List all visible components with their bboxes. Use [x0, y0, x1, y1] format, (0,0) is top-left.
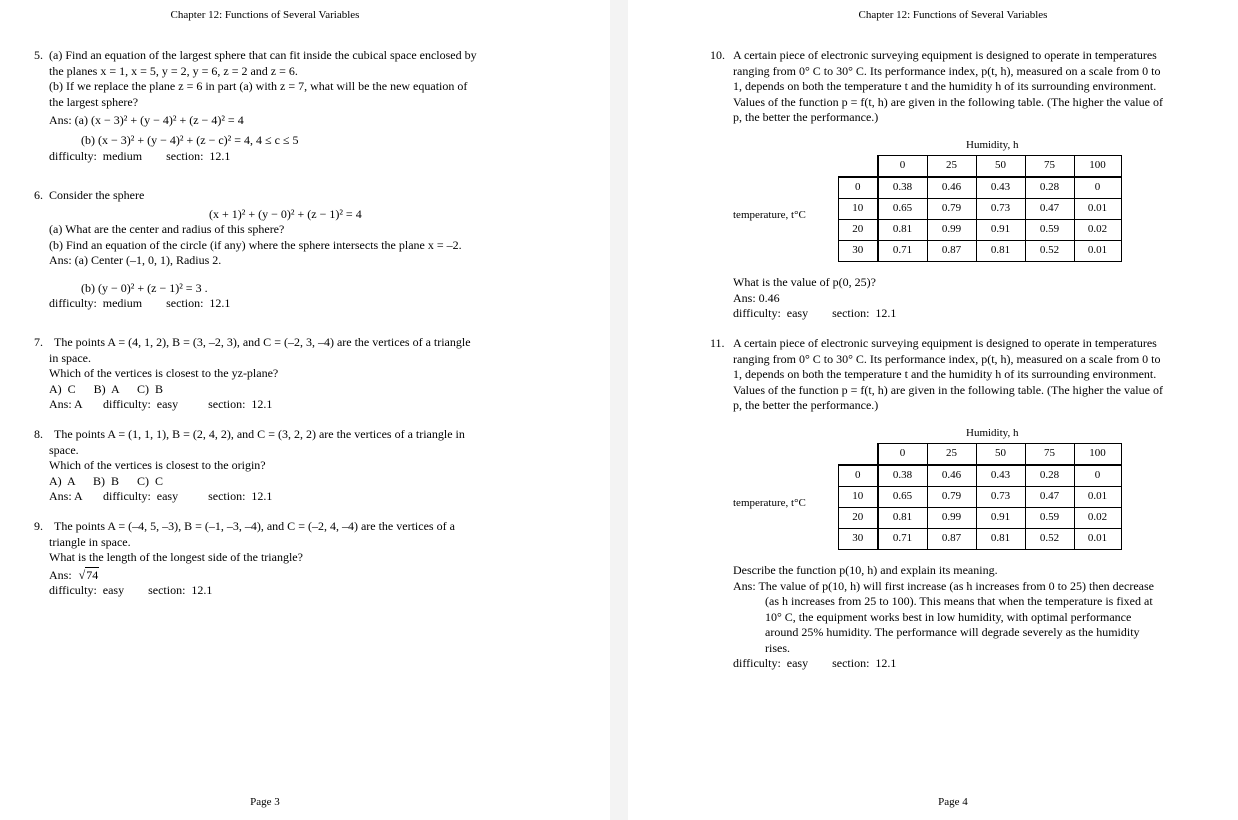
table-cell: 0.73 [976, 487, 1025, 508]
question-10 [710, 48, 1210, 126]
humidity-header-cell: 75 [1025, 444, 1074, 466]
answer-text: Ans: The value of p(10, h) will first increase (as h increases from 0 to 25) then decrease [733, 578, 1154, 593]
question-text: Values of the function p = f(t, h) are given in the following table. (The higher the value of [733, 382, 1163, 397]
difficulty-section: difficulty: medium section: 12.1 [49, 149, 231, 163]
humidity-header-cell: 100 [1074, 156, 1121, 178]
question-text: The points A = (–4, 5, –3), B = (–1, –3, –4), and C = (–2, 4, –4) are the vertices of a [54, 519, 455, 533]
table-cell: 0.28 [1025, 177, 1074, 199]
table-cell: 0.02 [1074, 508, 1121, 529]
humidity-header-cell: 0 [878, 156, 928, 178]
question-8 [34, 427, 534, 505]
answer-text: (b) (x − 3)² + (y − 4)² + (z − c)² = 4, 4 ≤ c ≤ 5 [81, 132, 299, 147]
question-6 [34, 188, 534, 312]
difficulty-section: difficulty: easy section: 12.1 [733, 656, 897, 670]
question-number: 8. [34, 427, 43, 441]
table-cell: 0 [1074, 177, 1121, 199]
table-cell: 0.99 [927, 220, 976, 241]
equation: (x + 1)² + (y − 0)² + (z − 1)² = 4 [209, 206, 362, 221]
temperature-header-cell: 30 [839, 529, 878, 550]
table-cell: 0.59 [1025, 508, 1074, 529]
question-11-followup [733, 563, 1223, 672]
table-cell: 0 [1074, 465, 1121, 487]
question-text: (b) Find an equation of the circle (if any) where the sphere intersects the plane x = –2. [49, 237, 462, 252]
table-cell: 0.28 [1025, 465, 1074, 487]
table-cell: 0.71 [878, 529, 928, 550]
question-10-followup [733, 275, 1233, 322]
table-cell: 0.47 [1025, 199, 1074, 220]
table-cell: 0.01 [1074, 241, 1121, 262]
answer-text: 10° C, the equipment works best in low humidity, with optimal performance [765, 609, 1132, 624]
question-number: 7. [34, 335, 43, 349]
data-table [838, 155, 1122, 262]
question-9 [34, 519, 534, 599]
table-row [839, 508, 1122, 529]
temperature-header-cell: 10 [839, 199, 878, 220]
table-cell: 0.01 [1074, 529, 1121, 550]
humidity-label: Humidity, h [966, 427, 1019, 439]
question-text: The points A = (4, 1, 2), B = (3, –2, 3), and C = (–2, 3, –4) are the vertices of a triangle [54, 335, 471, 349]
answer-text: Ans: (a) Center (–1, 0, 1), Radius 2. [49, 253, 222, 267]
table-cell: 0.71 [878, 241, 928, 262]
answer-choices: A) A B) B C) C [49, 473, 164, 488]
temperature-header-cell: 0 [839, 465, 878, 487]
question-text: Values of the function p = f(t, h) are given in the following table. (The higher the value of [733, 94, 1163, 109]
answer-text: (b) (y − 0)² + (z − 1)² = 3 . [81, 280, 208, 295]
question-7 [34, 335, 534, 413]
table-cell: 0.99 [927, 508, 976, 529]
question-text: ranging from 0° C to 30° C. Its performance index, p(t, h), measured on a scale from 0 to [733, 351, 1161, 366]
question-text: in space. [49, 350, 91, 365]
answer-value: 74 [86, 567, 99, 582]
answer-text: Ans: (a) (x − 3)² + (y − 4)² + (z − 4)² = 4 [49, 113, 244, 127]
table-corner [839, 156, 878, 178]
question-text: What is the value of p(0, 25)? [733, 275, 876, 289]
table-cell: 0.46 [927, 465, 976, 487]
question-text: the largest sphere? [49, 94, 139, 109]
table-cell: 0.87 [927, 529, 976, 550]
table-row [839, 241, 1122, 262]
table-cell: 0.52 [1025, 241, 1074, 262]
difficulty-section: difficulty: easy section: 12.1 [733, 306, 897, 320]
humidity-header-cell: 75 [1025, 156, 1074, 178]
answer-text: Ans: 0.46 [733, 290, 780, 305]
question-text: Which of the vertices is closest to the origin? [49, 458, 266, 472]
table-row [839, 220, 1122, 241]
answer-label: Ans: [49, 567, 72, 582]
table-cell: 0.91 [976, 508, 1025, 529]
humidity-header-cell: 100 [1074, 444, 1121, 466]
temperature-header-cell: 20 [839, 508, 878, 529]
difficulty-section: Ans: A difficulty: easy section: 12.1 [49, 397, 273, 411]
question-text: p, the better the performance.) [733, 110, 879, 124]
answer-line [49, 568, 534, 584]
sqrt-symbol: √ [78, 567, 86, 582]
humidity-header-cell: 25 [927, 156, 976, 178]
question-number: 11. [710, 336, 725, 350]
table-cell: 0.59 [1025, 220, 1074, 241]
table-cell: 0.73 [976, 199, 1025, 220]
table-cell: 0.65 [878, 199, 928, 220]
question-text: 1, depends on both the temperature t and the humidity h of its surrounding environment. [733, 367, 1157, 381]
humidity-header-cell: 0 [878, 444, 928, 466]
question-11 [710, 336, 1210, 414]
table-row [839, 487, 1122, 508]
answer-text: around 25% humidity. The performance will degrade severely as the humidity [765, 625, 1140, 639]
table-cell: 0.91 [976, 220, 1025, 241]
temperature-header-cell: 10 [839, 487, 878, 508]
table-cell: 0.81 [878, 220, 928, 241]
question-5 [34, 48, 534, 165]
table-row [839, 529, 1122, 550]
question-text: A certain piece of electronic surveying equipment is designed to operate in temperatures [733, 336, 1157, 350]
table-cell: 0.81 [976, 529, 1025, 550]
page-3 [0, 0, 610, 820]
question-text: (b) If we replace the plane z = 6 in part (a) with z = 7, what will be the new equation of [49, 79, 468, 93]
temperature-header-cell: 20 [839, 220, 878, 241]
table-cell: 0.65 [878, 487, 928, 508]
humidity-header-cell: 25 [927, 444, 976, 466]
page-header: Chapter 12: Functions of Several Variables [858, 9, 1048, 21]
temperature-label: temperature, t°C [733, 497, 806, 509]
table-cell: 0.47 [1025, 487, 1074, 508]
question-text: A certain piece of electronic surveying equipment is designed to operate in temperatures [733, 48, 1157, 62]
question-number: 5. [34, 48, 43, 62]
page-number: Page 4 [938, 796, 968, 808]
page-gutter [610, 0, 628, 820]
question-text: space. [49, 442, 79, 457]
table-row [839, 177, 1122, 199]
temperature-header-cell: 30 [839, 241, 878, 262]
table-header-row [839, 444, 1122, 466]
question-text: What is the length of the longest side of the triangle? [49, 550, 303, 564]
difficulty-section: Ans: A difficulty: easy section: 12.1 [49, 489, 273, 503]
question-text: (a) What are the center and radius of this sphere? [49, 222, 285, 236]
answer-choices: A) C B) A C) B [49, 381, 164, 396]
question-text: 1, depends on both the temperature t and the humidity h of its surrounding environment. [733, 79, 1157, 93]
answer-text: (as h increases from 25 to 100). This means that when the temperature is fixed at [765, 594, 1153, 608]
difficulty-section: difficulty: medium section: 12.1 [49, 296, 231, 310]
page-4 [628, 0, 1238, 820]
question-number: 9. [34, 519, 43, 533]
page-header: Chapter 12: Functions of Several Variables [170, 9, 360, 21]
table-cell: 0.02 [1074, 220, 1121, 241]
table-cell: 0.43 [976, 465, 1025, 487]
temperature-label: temperature, t°C [733, 209, 806, 221]
temperature-header-cell: 0 [839, 177, 878, 199]
humidity-label: Humidity, h [966, 139, 1019, 151]
question-number: 6. [34, 188, 43, 202]
performance-table [838, 155, 1122, 262]
page-number: Page 3 [250, 796, 280, 808]
table-cell: 0.79 [927, 199, 976, 220]
table-cell: 0.38 [878, 465, 928, 487]
table-cell: 0.52 [1025, 529, 1074, 550]
table-cell: 0.81 [878, 508, 928, 529]
question-text: triangle in space. [49, 534, 131, 549]
question-text: Describe the function p(10, h) and explain its meaning. [733, 563, 998, 577]
table-corner [839, 444, 878, 466]
table-cell: 0.87 [927, 241, 976, 262]
table-row [839, 199, 1122, 220]
question-text: p, the better the performance.) [733, 398, 879, 412]
question-text: the planes x = 1, x = 5, y = 2, y = 6, z = 2 and z = 6. [49, 63, 298, 78]
table-row [839, 465, 1122, 487]
humidity-header-cell: 50 [976, 156, 1025, 178]
question-number: 10. [710, 48, 725, 62]
question-text: The points A = (1, 1, 1), B = (2, 4, 2), and C = (3, 2, 2) are the vertices of a triangle in [54, 427, 465, 441]
answer-text: rises. [765, 640, 790, 655]
table-cell: 0.81 [976, 241, 1025, 262]
question-text: (a) Find an equation of the largest sphere that can fit inside the cubical space enclosed by [49, 48, 477, 62]
data-table [838, 443, 1122, 550]
table-header-row [839, 156, 1122, 178]
table-cell: 0.01 [1074, 199, 1121, 220]
difficulty-section: difficulty: easy section: 12.1 [49, 583, 213, 597]
question-text: Consider the sphere [49, 188, 145, 202]
humidity-header-cell: 50 [976, 444, 1025, 466]
table-cell: 0.79 [927, 487, 976, 508]
question-text: Which of the vertices is closest to the yz-plane? [49, 366, 279, 380]
table-cell: 0.43 [976, 177, 1025, 199]
table-cell: 0.46 [927, 177, 976, 199]
table-cell: 0.38 [878, 177, 928, 199]
performance-table [838, 443, 1122, 550]
question-text: ranging from 0° C to 30° C. Its performance index, p(t, h), measured on a scale from 0 to [733, 63, 1161, 78]
table-cell: 0.01 [1074, 487, 1121, 508]
